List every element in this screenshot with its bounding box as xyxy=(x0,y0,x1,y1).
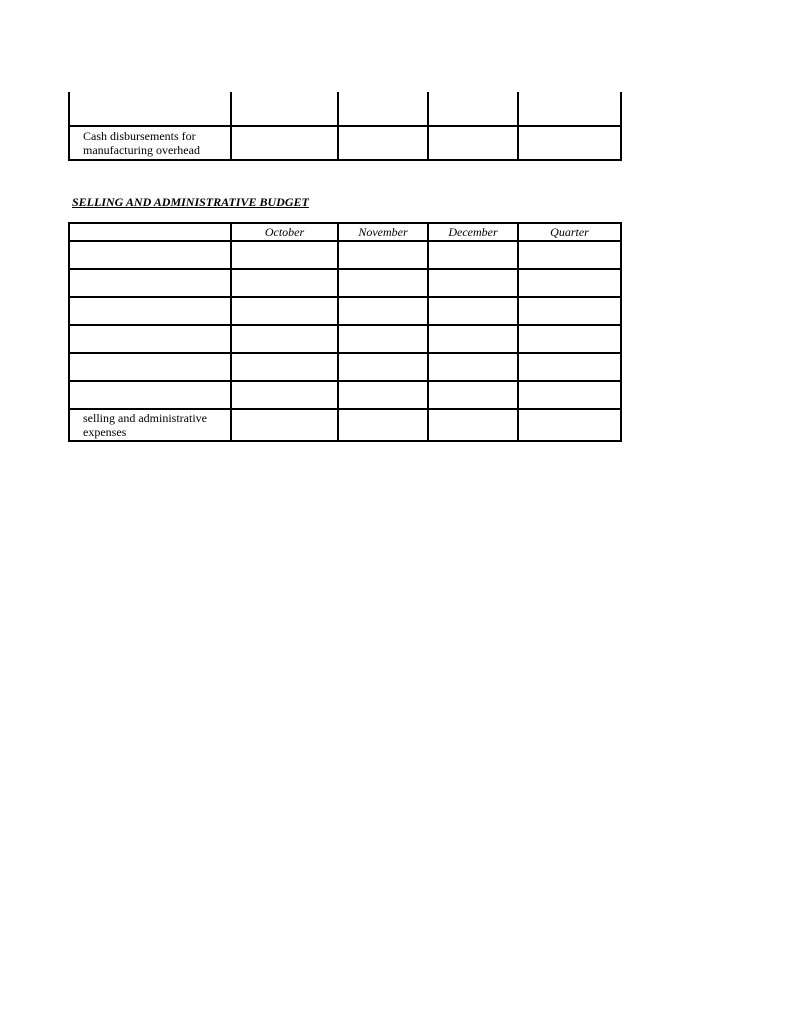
column-header-october: October xyxy=(231,223,338,241)
november-cell[interactable] xyxy=(338,297,428,325)
november-cell[interactable] xyxy=(338,126,428,160)
row-label: selling and administrative expenses xyxy=(69,409,231,441)
october-cell[interactable] xyxy=(231,325,338,353)
row-label xyxy=(69,353,231,381)
row-label xyxy=(69,92,231,126)
row-label xyxy=(69,241,231,269)
october-cell[interactable] xyxy=(231,353,338,381)
november-cell[interactable] xyxy=(338,353,428,381)
column-header-label xyxy=(69,223,231,241)
table-row xyxy=(69,409,621,441)
section-title: SELLING AND ADMINISTRATIVE BUDGET xyxy=(72,195,309,209)
table-row xyxy=(69,297,621,325)
october-cell[interactable] xyxy=(231,381,338,409)
december-cell[interactable] xyxy=(428,409,518,441)
row-label xyxy=(69,381,231,409)
header-row xyxy=(69,223,621,241)
quarter-cell[interactable] xyxy=(518,381,621,409)
quarter-cell[interactable] xyxy=(518,297,621,325)
december-cell[interactable] xyxy=(428,92,518,126)
december-cell[interactable] xyxy=(428,353,518,381)
table-row xyxy=(69,92,621,126)
table-row xyxy=(69,241,621,269)
october-cell[interactable] xyxy=(231,241,338,269)
november-cell[interactable] xyxy=(338,92,428,126)
november-cell[interactable] xyxy=(338,381,428,409)
table-row xyxy=(69,126,621,160)
october-cell[interactable] xyxy=(231,409,338,441)
column-header-december: December xyxy=(428,223,518,241)
row-label xyxy=(69,269,231,297)
october-cell[interactable] xyxy=(231,92,338,126)
quarter-cell[interactable] xyxy=(518,269,621,297)
november-cell[interactable] xyxy=(338,325,428,353)
table-row xyxy=(69,353,621,381)
november-cell[interactable] xyxy=(338,241,428,269)
row-label xyxy=(69,297,231,325)
column-header-quarter: Quarter xyxy=(518,223,621,241)
row-label xyxy=(69,325,231,353)
december-cell[interactable] xyxy=(428,269,518,297)
november-cell[interactable] xyxy=(338,269,428,297)
selling-admin-budget-table xyxy=(68,222,622,442)
october-cell[interactable] xyxy=(231,269,338,297)
table-row xyxy=(69,381,621,409)
october-cell[interactable] xyxy=(231,297,338,325)
quarter-cell[interactable] xyxy=(518,126,621,160)
quarter-cell[interactable] xyxy=(518,325,621,353)
december-cell[interactable] xyxy=(428,126,518,160)
table-row xyxy=(69,269,621,297)
quarter-cell[interactable] xyxy=(518,353,621,381)
quarter-cell[interactable] xyxy=(518,409,621,441)
row-label: Cash disbursements for manufacturing overhead xyxy=(69,126,231,160)
december-cell[interactable] xyxy=(428,297,518,325)
quarter-cell[interactable] xyxy=(518,92,621,126)
november-cell[interactable] xyxy=(338,409,428,441)
october-cell[interactable] xyxy=(231,126,338,160)
manufacturing-overhead-table xyxy=(68,92,622,161)
quarter-cell[interactable] xyxy=(518,241,621,269)
column-header-november: November xyxy=(338,223,428,241)
december-cell[interactable] xyxy=(428,325,518,353)
december-cell[interactable] xyxy=(428,381,518,409)
table-row xyxy=(69,325,621,353)
december-cell[interactable] xyxy=(428,241,518,269)
